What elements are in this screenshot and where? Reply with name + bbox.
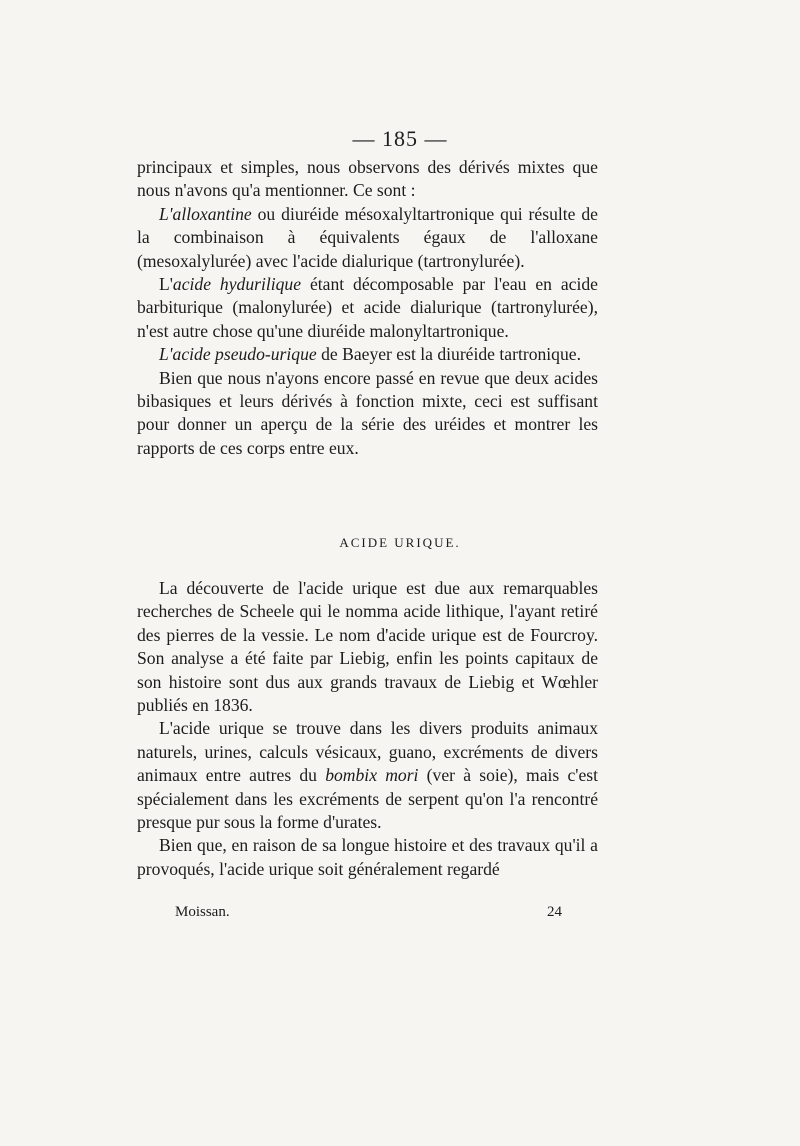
- paragraph-sources-start: L'acide urique se trouve dans les divers produits animaux naturels, urines, calculs vésicaux, guano, excréments de divers animaux entre autres du: [137, 718, 598, 786]
- text-block-bottom: [137, 577, 598, 881]
- term-alloxantine: L'alloxantine: [159, 203, 252, 224]
- paragraph-sources: [137, 717, 598, 834]
- paragraph-hydurilique: [137, 273, 598, 343]
- paragraph-sources-end: (ver à soie), mais c'est spécialement dans les excréments de serpent qu'on l'a rencontré presque pur sous la forme d'urates.: [137, 765, 598, 833]
- text-block-top: [137, 156, 598, 460]
- page-number: — 185 —: [352, 126, 448, 151]
- paragraph-alloxantine: [137, 203, 598, 273]
- term-acide-hydurilique: acide hydurilique: [172, 274, 302, 295]
- paragraph-hydurilique-prefix: L': [159, 274, 173, 295]
- term-acide-pseudo-urique: L'acide pseudo-urique: [159, 344, 317, 365]
- section-heading: ACIDE URIQUE.: [339, 535, 461, 550]
- footer-signature: 24: [547, 904, 562, 920]
- paragraph-continuation: Bien que, en raison de sa longue histoire et des travaux qu'il a provoqués, l'acide urique soit généralement regardé: [137, 835, 598, 879]
- paragraph-summary: Bien que nous n'ayons encore passé en revue que deux acides bibasiques et leurs dérivés à fonction mixte, ceci est suffisant pour donner un aperçu de la série des uréides et montrer les rapports de ces corps entre eux.: [137, 367, 598, 458]
- footer-author: Moissan.: [175, 904, 230, 920]
- paragraph-intro: principaux et simples, nous observons des dérivés mixtes que nous n'avons qu'a mentionner. Ce sont :: [137, 157, 598, 201]
- paragraph-pseudo-urique-text: de Baeyer est la diuréide tartronique.: [316, 344, 581, 365]
- paragraph-pseudo-urique: [137, 343, 598, 366]
- paragraph-decouverte: La découverte de l'acide urique est due aux remarquables recherches de Scheele qui le nomma acide lithique, l'ayant retiré des pierres de la vessie. Le nom d'acide urique est de Fourcroy. Son analyse a été faite par Liebig, enfin les points capitaux de son histoire sont dus aux grands travaux de Liebig et Wœhler publiés en 1836.: [137, 578, 598, 716]
- paragraph-hydurilique-text: étant décomposable par l'eau en acide barbiturique (malonylurée) et acide dialurique (tartronylurée), n'est autre chose qu'une diuréide malonyltartronique.: [137, 274, 598, 341]
- term-bombix-mori: bombix mori: [325, 765, 419, 786]
- paragraph-alloxantine-text: ou diuréide mésoxalyltartronique qui résulte de la combinaison à équivalents égaux de l'alloxane (mesoxalylurée) avec l'acide dialurique (tartronylurée).: [137, 203, 598, 271]
